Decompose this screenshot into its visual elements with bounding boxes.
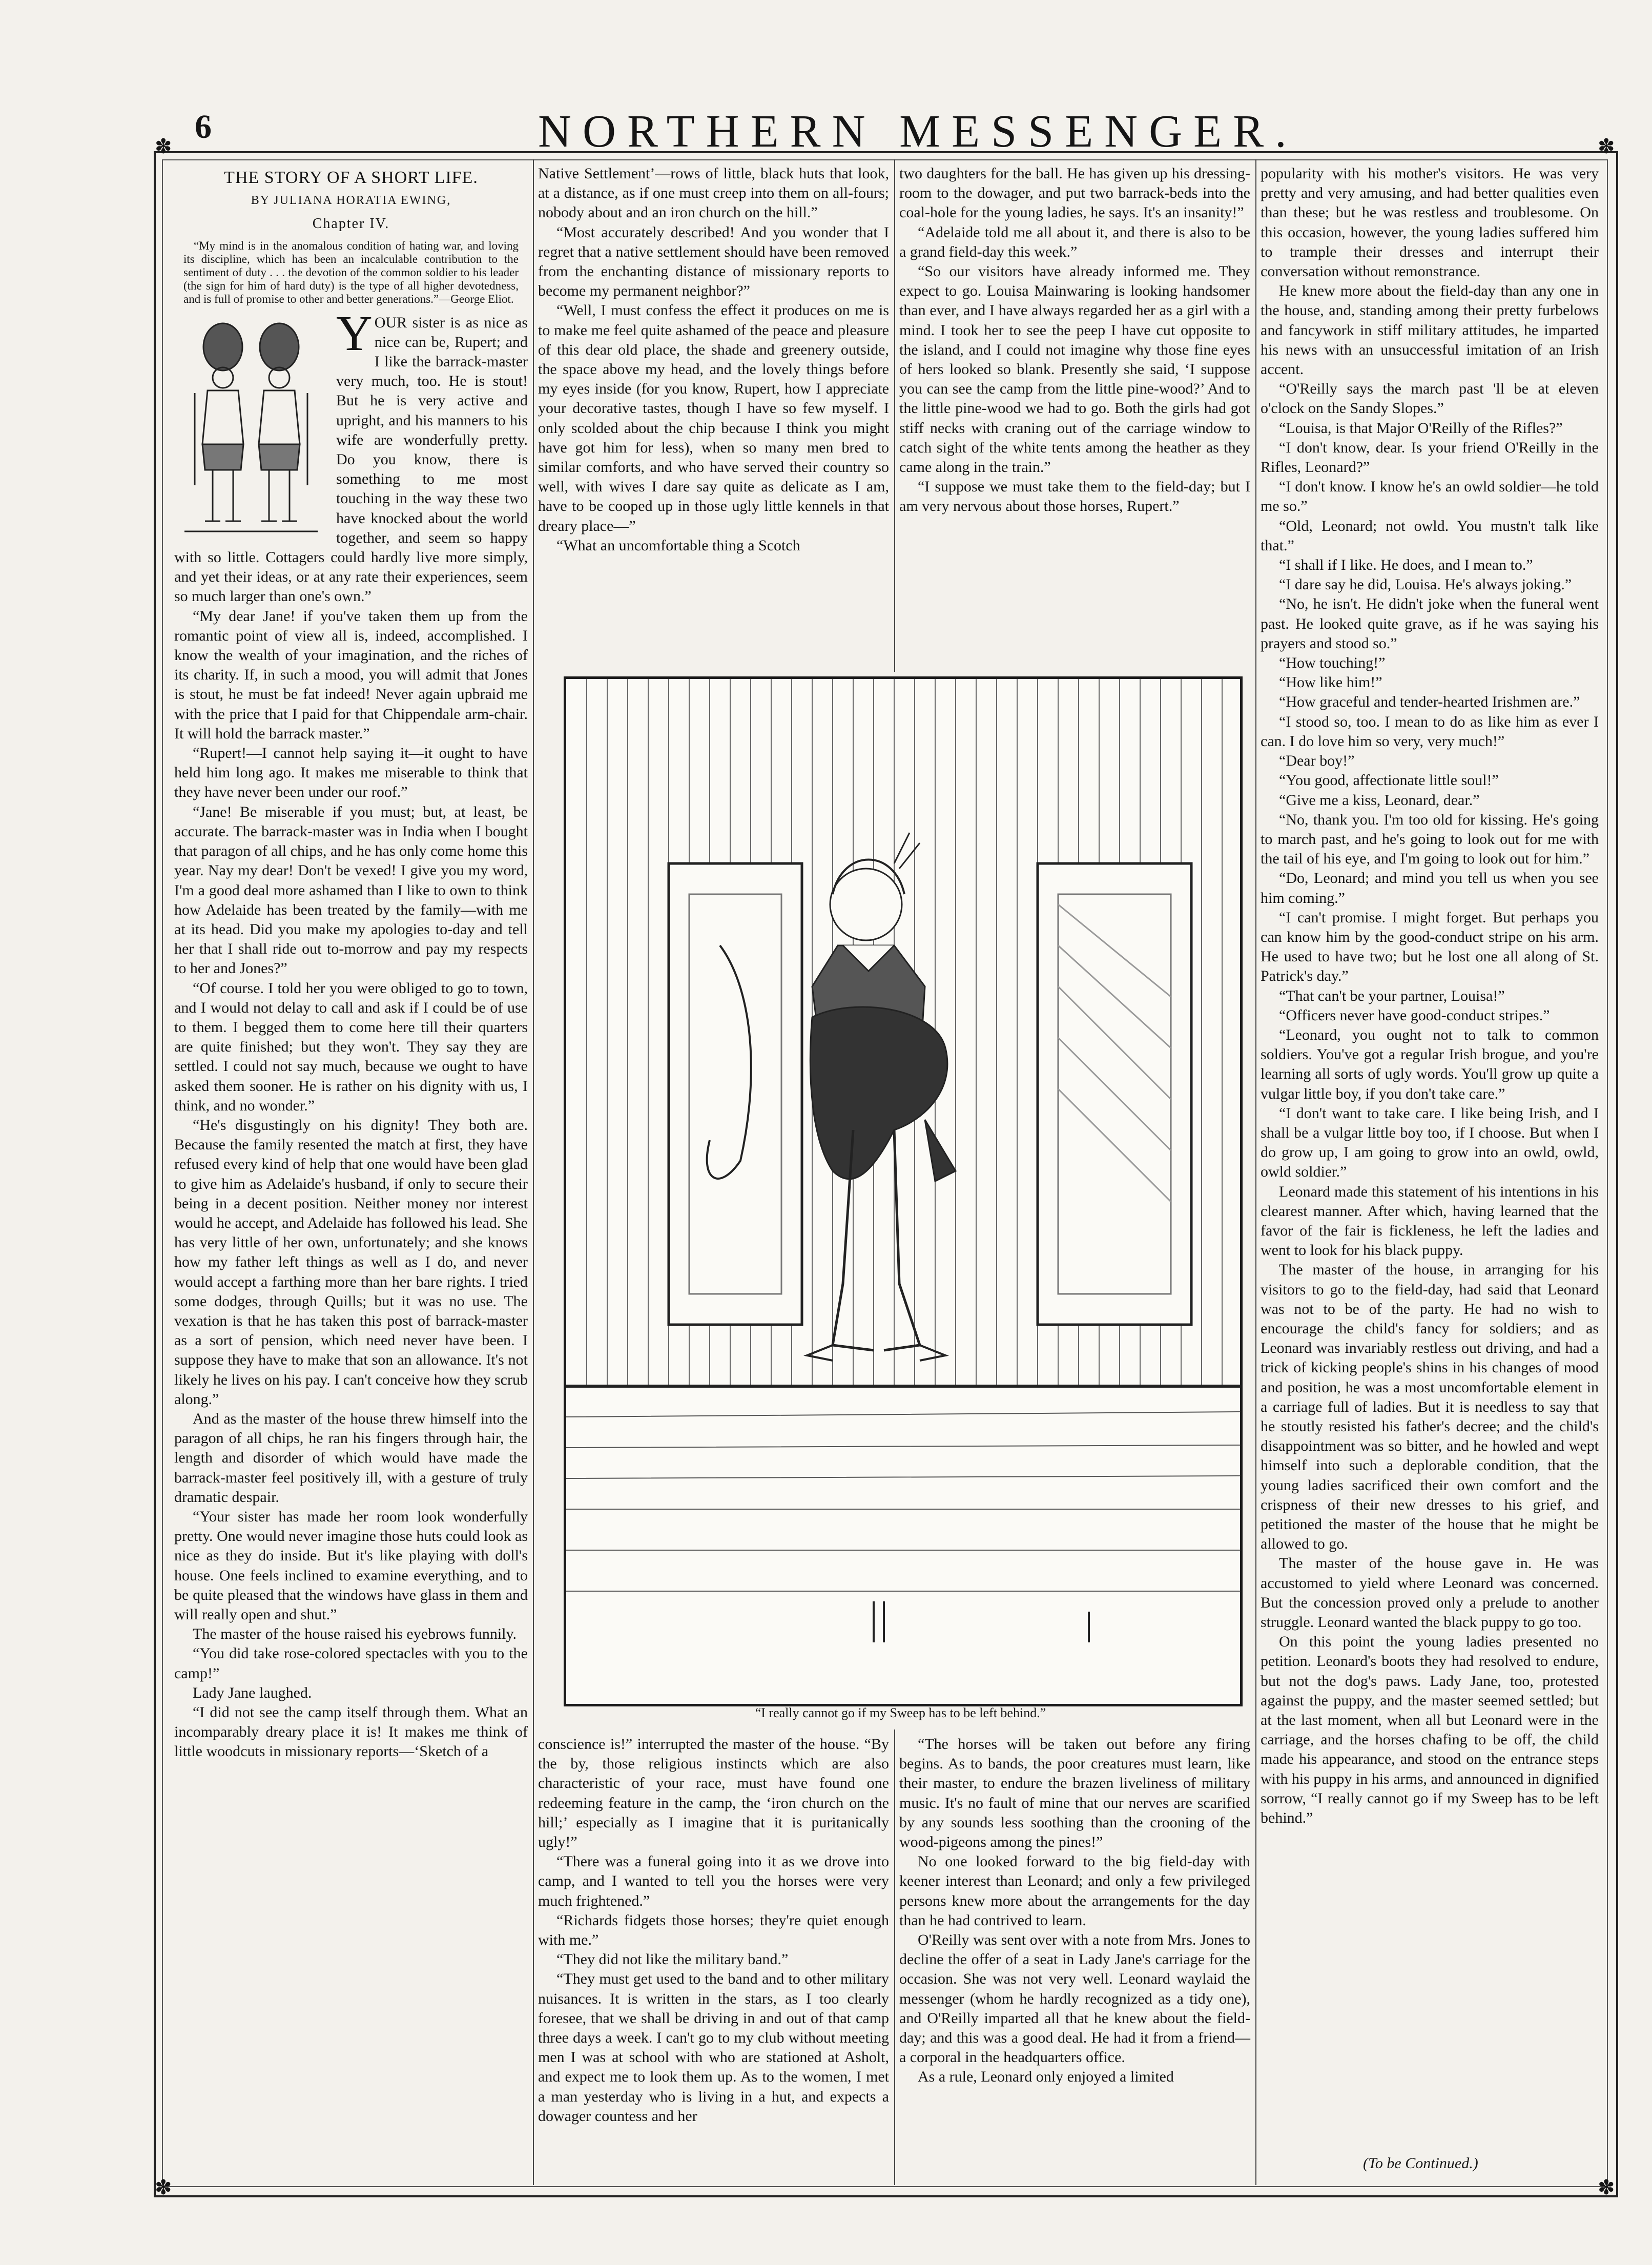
paragraph: “No, he isn't. He didn't joke when the funeral went past. He looked quite grave, as if he was saying his prayers and stood so.” xyxy=(1261,595,1599,652)
paragraph: “I suppose we must take them to the field-day; but I am very nervous about those horses, Rupert.” xyxy=(899,478,1250,515)
epigraph: “My mind is in the anomalous condition of hating war, and loving its discipline, which has been an incalculable contribution to the sentiment of duty . . . the devotion of the common soldier to his leader (the sign for him of hard duty) is the type of all higher devotedness, and is full of promise to other and better generations.”—George Eliot. xyxy=(183,239,519,305)
paragraph: The master of the house, in arranging for his visitors to go to the field-day, had said that Leonard was not to be of the party. He had no wish to encourage the child's fancy for soldiers; and as Leonard was invariably restless out driving, and had a trick of kicking people's shins in his changes of mood and position, he was a most uncomfortable element in a carriage full of ladies. But it is needless to say that he stoutly resisted his father's decree; and the child's disappointment was so bitter, and he howled and wept himself into such a deplorable condition, that the young ladies sacrificed their own comfort and the crispness of their new dresses to his grief, and petitioned the master of the house that he might be allowed to go. xyxy=(1261,1261,1599,1553)
paragraph: “I shall if I like. He does, and I mean to.” xyxy=(1279,557,1533,574)
paragraph: The master of the house gave in. He was accustomed to yield where Leonard was concerned. But the concession proved only a prelude to another struggle. Leonard wanted the black puppy to go too. xyxy=(1261,1555,1599,1631)
column-2 xyxy=(538,164,889,555)
column-rule xyxy=(894,159,895,672)
paragraph: two daughters for the ball. He has given up his dressing-room to the dowager, and put two barrack-beds into the coal-hole for the young ladies, he says. It's an insanity!” xyxy=(899,165,1250,221)
paragraph: “I don't want to take care. I like being Irish, and I shall be a vulgar little boy too, if I choose. But when I do grow up, I am going to grow into an owld, owld, owld soldier.” xyxy=(1261,1104,1599,1181)
paragraph: “You good, affectionate little soul!” xyxy=(1279,772,1499,789)
paragraph: No one looked forward to the big field-day with keener interest than Leonard; and only a few privileged persons knew more about the arrangements for the day than he had contrived to learn. xyxy=(899,1853,1250,1929)
column-rule xyxy=(894,1729,895,2185)
paragraph: Leonard made this statement of his intentions in his clearest manner. After which, having learned that the favor of the fair is fickleness, he left the ladies and went to look for his black puppy. xyxy=(1261,1183,1599,1259)
paragraph: “I don't know. I know he's an owld soldier—he told me so.” xyxy=(1261,478,1599,515)
paragraph: “The horses will be taken out before any firing begins. As to bands, the poor creatures must learn, like their master, to endure the brazen liveliness of military music. It's no fault of mine that our nerves are scarified by any sounds less soothing than the crooning of the wood-pigeons among the pines!” xyxy=(899,1736,1250,1851)
boy-with-puppy-illustration-icon xyxy=(566,679,1240,1704)
paragraph: As a rule, Leonard only enjoyed a limited xyxy=(918,2068,1174,2086)
continued-note: (To be Continued.) xyxy=(1363,2155,1478,2172)
paragraph: “He's disgustingly on his dignity! They both are. Because the family resented the match at first, they have refused every kind of help that one would have been glad to give him as Adelaide's husband, if only to secure their being in a decent position. Neither money nor interest would he accept, and Adelaide has followed his lead. She has very little of her own, unfortunately; and she knows how my father left things as well as I do, and never would accept a farthing more than her bare rights. I tried some dodges, through Quills; but it was no use. The vexation is that he has taken this post of barrack-master as a sort of pension, which need never have been. I suppose they have to make that son an allowance. It's not likely he lives on his pay. I can't conceive how they scrub along.” xyxy=(174,1116,528,1408)
paragraph: “Richards fidgets those horses; they're quiet enough with me.” xyxy=(538,1911,889,1949)
paragraph: “Most accurately described! And you wonder that I regret that a native settlement should have been removed from the enchanting distance of missionary reports to become my permanent neighbor?” xyxy=(538,223,889,300)
paragraph: “Give me a kiss, Leonard, dear.” xyxy=(1279,791,1480,809)
paragraph: “How graceful and tender-hearted Irishmen are.” xyxy=(1279,693,1580,711)
paragraph: “I did not see the camp itself through them. What an incomparably dreary place it is! It makes me think of little woodcuts in missionary reports—‘Sketch of a xyxy=(174,1704,528,1760)
paragraph: “Adelaide told me all about it, and there is also to be a grand field-day this week.” xyxy=(899,223,1250,260)
page-number: 6 xyxy=(195,108,212,146)
paragraph: The master of the house raised his eyebrows funnily. xyxy=(193,1625,517,1643)
column-1 xyxy=(174,164,528,1762)
story-byline: BY JULIANA HORATIA EWING, xyxy=(251,194,451,208)
paragraph: “O'Reilly says the march past 'll be at eleven o'clock on the Sandy Slopes.” xyxy=(1261,380,1599,417)
paragraph: Native Settlement’—rows of little, black huts that look, at a distance, as if one must creep into them on all-fours; nobody about and an iron church on the hill.” xyxy=(538,165,889,221)
paragraph: “So our visitors have already informed me. They expect to go. Louisa Mainwaring is looking handsomer than ever, and I have always regarded her as a girl with a mind. I took her to see the peep I have cut opposite to the island, and I could not imagine why those fine eyes of hers looked so blank. Presently she said, ‘I suppose you can see the camp from the little pine-wood?’ And to the little pine-wood we had to go. Both the girls had got stiff necks with craning out of the carriage window to catch sight of the white tents among the heather as they came along in the train.” xyxy=(899,263,1250,476)
paragraph: “Jane! Be miserable if you must; but, at least, be accurate. The barrack-master was in India when I bought that paragon of all chips, and he has only come home this year. Nay my dear! Don't be vexed! I give you my word, I'm a good deal more ashamed than I like to own to think how Adelaide has been treated by the family—with me at its head. Did you make my apologies to-day and tell her that I shall ride out to-morrow and pay my respects to her and Jones?” xyxy=(174,803,528,977)
column-2-continued xyxy=(538,1735,889,2126)
chapter-heading: Chapter IV. xyxy=(312,216,390,232)
paragraph: “What an uncomfortable thing a Scotch xyxy=(556,537,800,554)
illustration-caption: “I really cannot go if my Sweep has to be left behind.” xyxy=(755,1705,1046,1720)
paragraph: “Of course. I told her you were obliged to go to town, and I would not delay to call and ask if I could be of use to them. I begged them to come here till their quarters are quite finished; but they won't. They say they are settled. I could not say much, because we ought to have asked them sooner. He is rather on his dignity with us, I think, and no wonder.” xyxy=(174,979,528,1114)
story-title: THE STORY OF A SHORT LIFE. xyxy=(224,168,478,187)
story-illustration xyxy=(564,676,1243,1706)
paragraph: “I stood so, too. I mean to do as like him as ever I can. I do love him so very, very much!” xyxy=(1261,713,1599,750)
column-3-continued xyxy=(899,1735,1250,2087)
paragraph: popularity with his mother's visitors. He was very pretty and very amusing, and had better qualities even than these; but he was restless and troublesome. On this occasion, however, the young ladies suffered him to trample their dresses and interrupt their conversation without remonstrance. xyxy=(1261,165,1599,280)
corner-ornament: ✽ xyxy=(1598,2176,1615,2199)
paragraph: “Old, Leonard; not owld. You mustn't talk like that.” xyxy=(1261,517,1599,554)
paragraph: “Officers never have good-conduct stripes.” xyxy=(1279,1006,1550,1024)
paragraph: “I dare say he did, Louisa. He's always joking.” xyxy=(1279,576,1572,593)
paragraph: On this point the young ladies presented no petition. Leonard's boots they had resolved to endure, but not the dog's paws. Lady Jane, too, protested against the puppy, and the master seemed settled; but at the last moment, when all but Leonard were in the carriage, and the horses chafing to be off, the child made his appearance, and stood on the entrance steps with his puppy in his arms, and announced in dignified sorrow, “I really cannot go if my Sweep has to be left behind.” xyxy=(1261,1633,1599,1827)
paragraph: “They did not like the military band.” xyxy=(556,1951,789,1968)
paragraph: “Dear boy!” xyxy=(1279,752,1355,770)
column-rule xyxy=(1255,159,1256,2185)
paragraph: O'Reilly was sent over with a note from Mrs. Jones to decline the offer of a seat in Lady Jane's carriage for the occasion. She was not very well. Leonard waylaid the messenger (whom he hardly recognized as a tidy one), and O'Reilly imparted all that he knew about the field-day; and this was a good deal. He had it from a friend—a corporal in the headquarters office. xyxy=(899,1931,1250,2066)
paragraph: “Do, Leonard; and mind you tell us when you see him coming.” xyxy=(1261,870,1599,907)
masthead: NORTHERN MESSENGER. xyxy=(538,106,1298,157)
paragraph: OUR sister is as nice as nice can be, Rupert; and I like the barrack-master very much, too. He is stout! But he is very active and upright, and his manners to his wife are wonderfully pretty. Do you know, there is something to me most touching in the way these two have knocked about the world together, and seem so happy with so little. Cottagers could hardly live more simply, and yet their ideas, or at any rate their experiences, seem so much larger than one's own.” xyxy=(174,314,528,605)
paragraph: “How touching!” xyxy=(1279,654,1386,672)
column-4 xyxy=(1261,164,1599,1828)
corner-ornament: ✽ xyxy=(155,135,172,158)
corner-ornament: ✽ xyxy=(1598,135,1615,158)
paragraph: And as the master of the house threw himself into the paragon of all chips, he ran his fingers through hair, the length and disorder of which would have made the barrack-master feel positively ill, with a gesture of truly dramatic despair. xyxy=(174,1410,528,1506)
paragraph: “Louisa, is that Major O'Reilly of the Rifles?” xyxy=(1279,419,1563,437)
paragraph: “You did take rose-colored spectacles with you to the camp!” xyxy=(174,1645,528,1682)
paragraph: “Leonard, you ought not to talk to common soldiers. You've got a regular Irish brogue, and you're learning all sorts of ugly words. You'll grow up quite a vulgar little boy, if you don't take care.” xyxy=(1261,1026,1599,1102)
drop-cap: Y xyxy=(336,305,373,361)
corner-ornament: ✽ xyxy=(155,2176,172,2199)
column-rule xyxy=(533,159,534,2185)
column-3 xyxy=(899,164,1250,517)
paragraph: “That can't be your partner, Louisa!” xyxy=(1279,987,1505,1004)
paragraph: “Your sister has made her room look wonderfully pretty. One would never imagine those huts could look as nice as they do inside. But it's like playing with doll's house. One feels inclined to examine everything, and to be quite pleased that the windows have glass in them and will really open and shut.” xyxy=(174,1508,528,1623)
paragraph: “There was a funeral going into it as we drove into camp, and I wanted to tell you the horses were very much frightened.” xyxy=(538,1853,889,1909)
paragraph: “How like him!” xyxy=(1279,674,1382,691)
paragraph: “My dear Jane! if you've taken them up from the romantic point of view all is, indeed, accomplished. I know the wealth of your imagination, and the riches of its charity. If, in such a mood, you will admit that Jones is stout, he must be fat indeed! Never again upbraid me with the price that I paid for that Chippendale arm-chair. It will hold the barrack master.” xyxy=(174,607,528,742)
paragraph: “Rupert!—I cannot help saying it—it ought to have held him long ago. It makes me miserable to think that they have never been under our roof.” xyxy=(174,745,528,801)
paragraph: “I can't promise. I might forget. But perhaps you can know him by the good-conduct stripe on his arm. He used to have two; but he lost one all along of St. Patrick's day.” xyxy=(1261,909,1599,985)
paragraph: Lady Jane laughed. xyxy=(193,1684,312,1701)
soldiers-illustration-icon xyxy=(174,316,328,542)
paragraph: “No, thank you. I'm too old for kissing. He's going to march past, and he's going to look out for me with the tail of his eye, and I'm going to look out for him.” xyxy=(1261,811,1599,868)
paragraph: “They must get used to the band and to other military nuisances. It is written in the stars, as I too clearly foresee, that we shall be driving in and out of that camp three days a week. I can't go to my club without meeting men I was at school with who are stationed at Asholt, and expect me to look them up. As to the women, I met a man yesterday who is living in a hut, and expects a dowager countess and her xyxy=(538,1970,889,2125)
paragraph: “I don't know, dear. Is your friend O'Reilly in the Rifles, Leonard?” xyxy=(1261,439,1599,476)
paragraph: “Well, I must confess the effect it produces on me is to make me feel quite ashamed of the peace and pleasure of this dear old place, the shade and greenery outside, the space above my head, and the lovely things before my eyes inside (for you know, Rupert, how I appreciate your decorative tastes, though I have so few myself. I only scolded about the chip because I think you might have got him for less), when so many men bred to similar comforts, and who have served their country so well, with wives I dare say quite as delicate as I am, have to be cooped up in those ugly little kennels in that dreary place—” xyxy=(538,302,889,534)
paragraph: He knew more about the field-day than any one in the house, and, standing among their pretty furbelows and fancywork in stiff military attitudes, he imparted his news with an unsuccessful imitation of an Irish accent. xyxy=(1261,282,1599,378)
paragraph: conscience is!” interrupted the master of the house. “By the by, those religious instincts which are also characteristic of your race, must have found one redeeming feature in the camp, the ‘iron church on the hill;’ especially as I imagine that it is puritanically ugly!” xyxy=(538,1736,889,1851)
